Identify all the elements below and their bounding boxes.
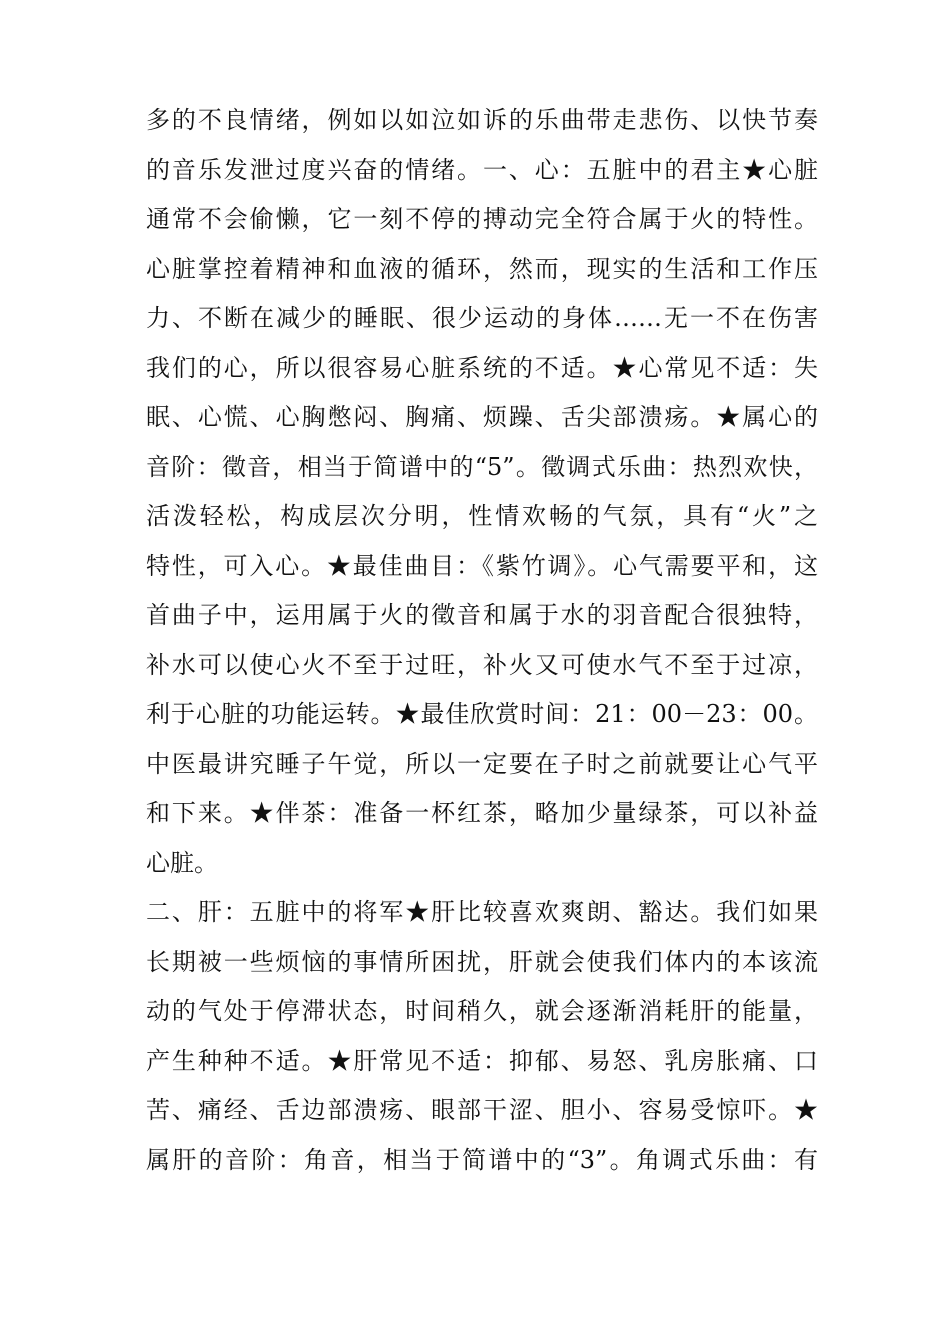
text-line: 动的气处于停滞状态，时间稍久，就会逐渐消耗肝的能量， (146, 997, 818, 1025)
text-line: 二、肝：五脏中的将军★肝比较喜欢爽朗、豁达。我们如果 (146, 898, 818, 926)
text-line: 苦、痛经、舌边部溃疡、眼部干涩、胆小、容易受惊吓。★ (146, 1096, 818, 1124)
text-line: 中医最讲究睡子午觉，所以一定要在子时之前就要让心气平 (146, 749, 818, 778)
text-line: 补水可以使心火不至于过旺，补火又可使水气不至于过凉， (146, 650, 818, 679)
text-line: 眠、心慌、心胸憋闷、胸痛、烦躁、舌尖部溃疡。★属心的 (146, 403, 818, 431)
text-line: 心脏掌控着精神和血液的循环，然而，现实的生活和工作压 (146, 254, 818, 283)
text-line: 我们的心，所以很容易心脏系统的不适。★心常见不适：失 (146, 353, 818, 382)
text-line: 音阶：徵音，相当于简谱中的“5”。徵调式乐曲：热烈欢快， (146, 452, 818, 481)
text-line: 首曲子中，运用属于火的徵音和属于水的羽音配合很独特， (146, 601, 818, 629)
text-line: 利于心脏的功能运转。★最佳欣赏时间：21：00－23：00。 (146, 700, 818, 728)
text-line: 通常不会偷懒，它一刻不停的搏动完全符合属于火的特性。 (146, 205, 818, 233)
text-line: 属肝的音阶：角音，相当于简谱中的“3”。角调式乐曲：有 (146, 1145, 818, 1174)
text-line: 和下来。★伴茶：准备一杯红茶，略加少量绿茶，可以补益 (146, 799, 818, 827)
text-line: 活泼轻松，构成层次分明，性情欢畅的气氛，具有“火”之 (146, 502, 818, 530)
body-text (146, 96, 818, 1185)
text-line: 多的不良情绪，例如以如泣如诉的乐曲带走悲伤、以快节奏 (146, 106, 818, 134)
text-line: 特性，可入心。★最佳曲目：《紫竹调》。心气需要平和，这 (146, 551, 818, 580)
text-line: 长期被一些烦恼的事情所困扰，肝就会使我们体内的本该流 (146, 947, 818, 976)
text-line: 产生种种不适。★肝常见不适：抑郁、易怒、乳房胀痛、口 (146, 1046, 818, 1075)
text-line: 的音乐发泄过度兴奋的情绪。一、心：五脏中的君主★心脏 (146, 155, 818, 184)
text-line: 力、不断在减少的睡眠、很少运动的身体……无一不在伤害 (146, 304, 818, 332)
text-line-paragraph-end: 心脏。 (146, 848, 218, 877)
